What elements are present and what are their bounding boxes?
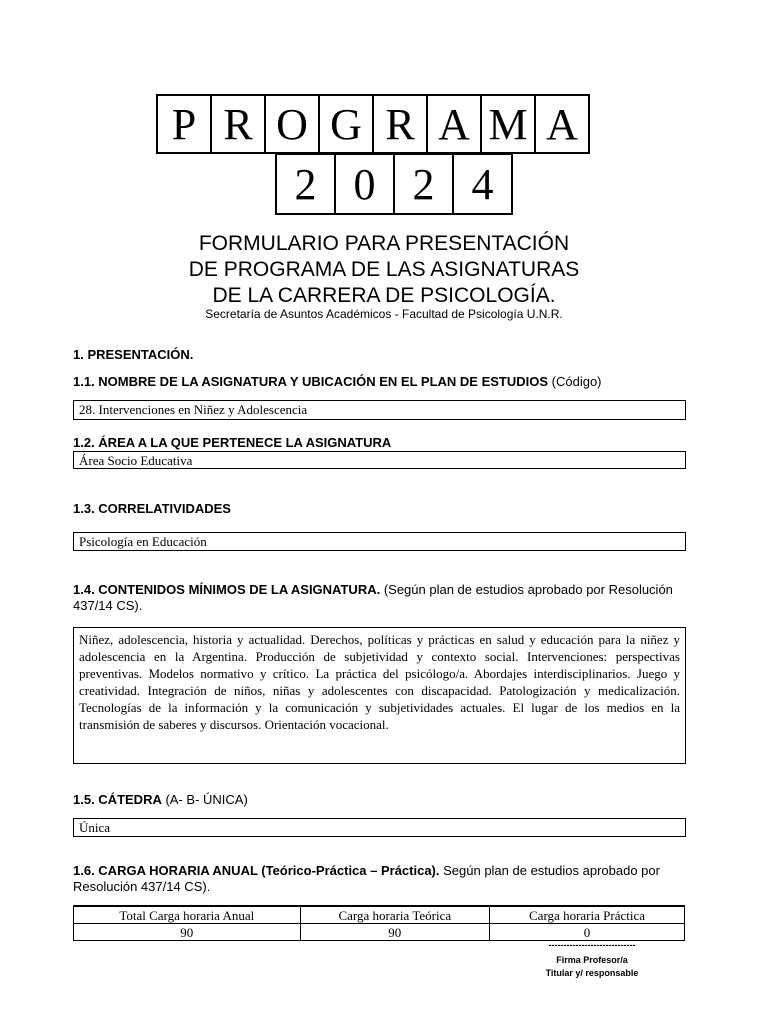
minimum-contents-field: Niñez, adolescencia, historia y actualidad. Derechos, políticas y prácticas en salud y educación para la niñez y adolescencia en la Argentina. Producción de subjetividad y contexto social. Intervenciones: perspectivas preventivas. Modelos normativo y crítico. La práctica del psicólogo/a. Abordajes interdisciplinarios. Juego y creatividad. Integración de niños, niñas y adolescentes con discapacidad. Patologización y medicalización. Tecnologías de la información y la comunicación y subjetividades actuales. El lugar de los medios en la transmisión de saberes y discursos. Orientación vocacional. xyxy=(73,627,686,764)
programa-letter-cell: R xyxy=(372,94,428,154)
programa-letter-cell: R xyxy=(210,94,266,154)
signature-label: Titular y/ responsable xyxy=(545,968,639,978)
programa-letter-cell: A xyxy=(534,94,590,154)
year-digit-cell: 4 xyxy=(452,153,513,215)
section-1-4-heading xyxy=(73,582,703,614)
signature-line: ----------------------------- xyxy=(548,940,636,950)
programa-letter-row xyxy=(156,94,588,154)
table-header-row xyxy=(74,906,685,924)
chair-field: Única xyxy=(73,818,686,837)
correlatives-field: Psicología en Educación xyxy=(73,532,686,551)
section-1-heading: 1. PRESENTACIÓN. xyxy=(73,347,194,362)
section-1-5-title-extra: (A- B- ÚNICA) xyxy=(161,792,248,807)
form-title-line: DE LA CARRERA DE PSICOLOGÍA. xyxy=(212,284,556,307)
section-1-2-heading: 1.2. ÁREA A LA QUE PERTENECE LA ASIGNATURA xyxy=(73,435,392,450)
area-field: Área Socio Educativa xyxy=(73,451,686,469)
year-digit-cell: 2 xyxy=(275,153,336,215)
table-header-cell: Carga horaria Teórica xyxy=(300,906,489,924)
programa-letter-cell: M xyxy=(480,94,536,154)
signature-label: Firma Profesor/a xyxy=(556,955,628,965)
programa-letter-cell: A xyxy=(426,94,482,154)
programa-letter-cell: P xyxy=(156,94,212,154)
form-title-line: DE PROGRAMA DE LAS ASIGNATURAS xyxy=(188,258,580,281)
programa-letter-cell: O xyxy=(264,94,320,154)
table-header-cell: Total Carga horaria Anual xyxy=(74,906,301,924)
section-1-4-title: 1.4. CONTENIDOS MÍNIMOS DE LA ASIGNATURA. xyxy=(73,582,381,597)
signature-block xyxy=(530,939,654,980)
section-1-6-heading xyxy=(73,863,703,895)
table-cell: 90 xyxy=(74,924,301,941)
year-digit-cell: 0 xyxy=(334,153,395,215)
subject-name-field: 28. Intervenciones en Niñez y Adolescencia xyxy=(73,400,686,420)
table-row xyxy=(74,924,685,941)
section-1-3-heading: 1.3. CORRELATIVIDADES xyxy=(73,501,231,516)
section-1-1-heading xyxy=(73,374,602,389)
section-1-5-heading xyxy=(73,792,248,807)
table-header-cell: Carga horaria Práctica xyxy=(490,906,685,924)
section-1-5-title: 1.5. CÁTEDRA xyxy=(73,792,162,807)
section-1-6-title-extra: Según plan de estudios aprobado por Resolución 437/14 CS). xyxy=(73,863,660,894)
form-title xyxy=(0,231,768,309)
year-digit-row xyxy=(275,153,511,215)
section-1-4-title-extra: (Según plan de estudios aprobado por Resolución 437/14 CS). xyxy=(73,582,673,613)
section-1-6-title: 1.6. CARGA HORARIA ANUAL (Teórico-Práctica – Práctica). xyxy=(73,863,440,878)
year-digit-cell: 2 xyxy=(393,153,454,215)
table-cell: 0 xyxy=(490,924,685,941)
annual-hours-table xyxy=(73,905,685,941)
form-title-line: FORMULARIO PARA PRESENTACIÓN xyxy=(198,232,570,255)
section-1-1-title-extra: (Código) xyxy=(548,374,602,389)
table-cell: 90 xyxy=(300,924,489,941)
form-subtitle: Secretaría de Asuntos Académicos - Facultad de Psicología U.N.R. xyxy=(205,307,563,321)
section-1-1-title: 1.1. NOMBRE DE LA ASIGNATURA Y UBICACIÓN EN EL PLAN DE ESTUDIOS xyxy=(73,374,549,389)
programa-letter-cell: G xyxy=(318,94,374,154)
